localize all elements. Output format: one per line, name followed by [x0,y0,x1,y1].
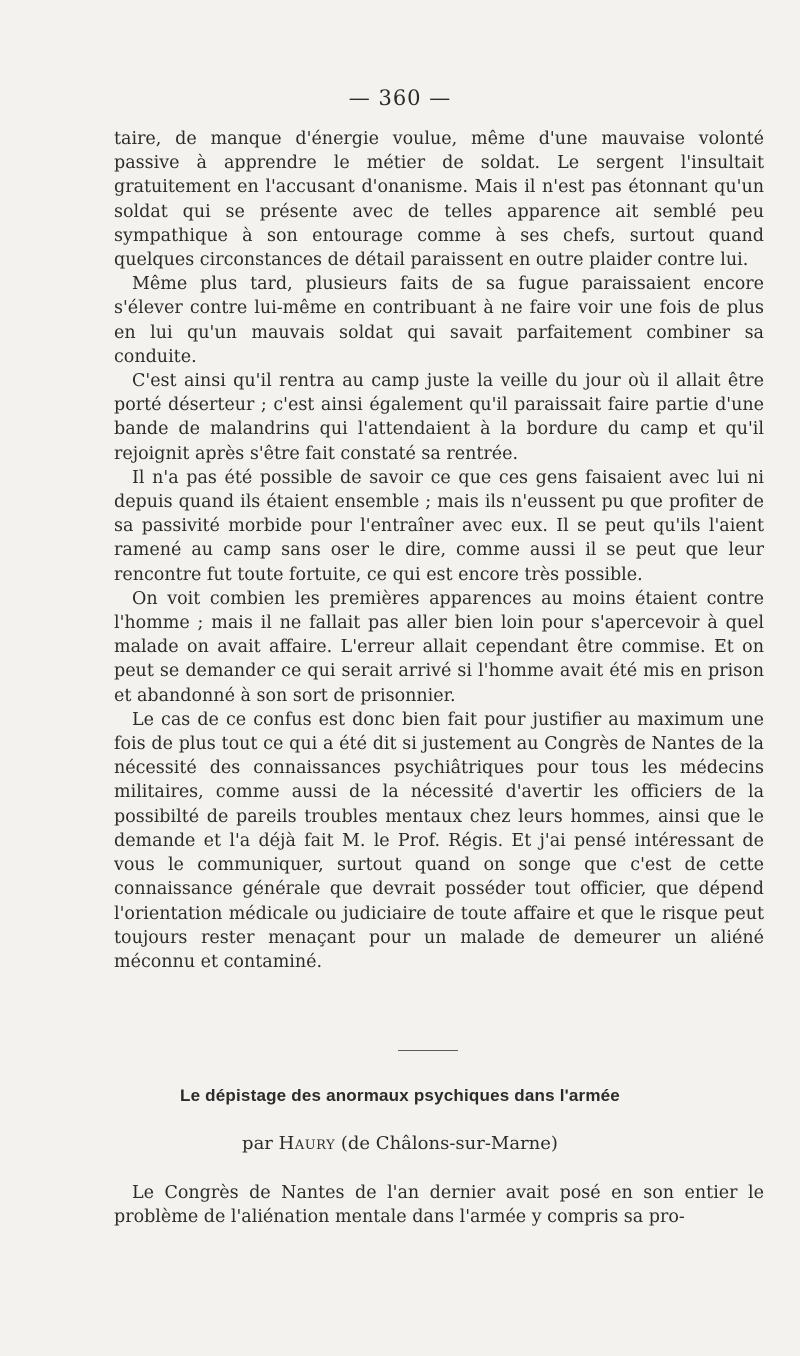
section-intro-text [114,1181,764,1229]
paragraph-fugue: Même plus tard, plusieurs faits de sa fugue paraissaient encore s'élever contre lui-même en contribuant à ne faire voir une fois de plus en lui qu'un mauvais soldat qui savait parfaitement combiner sa conduite. [114,274,764,367]
body-text [114,127,764,974]
paragraph-intro: Le Congrès de Nantes de l'an dernier avait posé en son entier le problème de l'aliénation mentale dans l'armée y compris sa pro- [114,1183,764,1228]
byline-suffix: (de Châlons-sur-Marne) [335,1133,558,1154]
byline-prefix: par [242,1133,279,1154]
author-name: Haury [278,1133,336,1154]
paragraph-continuation: taire, de manque d'énergie voulue, même d'une mauvaise volonté passive à apprendre le métier de soldat. Le sergent l'insultait gratuitement en l'accusant d'onanisme. Mais il n'est pas étonnant qu'un soldat qui se présente avec de telles apparence ait semblé peu sympathique à son entourage comme à ses chefs, surtout quand quelques circonstances de détail paraissent en outre plaider contre lui. [114,129,764,271]
section-title: Le dépistage des anormaux psychiques dans l'armée [180,1086,620,1105]
paragraph-malandrins: Il n'a pas été possible de savoir ce que ces gens faisaient avec lui ni depuis quand ils étaient ensemble ; mais ils n'eussent pu que profiter de sa passivité morbide pour l'entraîner avec eux. Il se peut qu'ils l'aient ramené au camp sans oser le dire, comme aussi il se peut que leur rencontre fut toute fortuite, ce qui est encore très possible. [114,467,764,585]
section-byline [0,1133,800,1154]
paragraph-camp-return: C'est ainsi qu'il rentra au camp juste la veille du jour où il allait être porté déserteur ; c'est ainsi également qu'il paraissait faire partie d'une bande de malandrins qui l'attendaient à la bordure du camp et qu'il rejoignit après s'être fait constaté sa rentrée. [114,371,764,464]
page-number: — 360 — [348,86,452,110]
paragraph-appearances: On voit combien les premières apparences au moins étaient contre l'homme ; mais il ne fallait pas aller bien loin pour s'apercevoir à quel malade on avait affaire. L'erreur allait cependant être commise. Et on peut se demander ce qui serait arrivé si l'homme avait été mis en prison et abandonné à son sort de prisonnier. [114,588,764,706]
paragraph-conclusion: Le cas de ce confus est donc bien fait pour justifier au maximum une fois de plus tout ce qui a été dit si justement au Congrès de Nantes de la nécessité des connaissances psychiâtriques pour tous les médecins militaires, comme aussi de la nécessité d'avertir les officiers de la possibilté de pareils troubles mentaux chez leurs hommes, ainsi que le demande et l'a déjà fait M. le Prof. Régis. Et j'ai pensé intéressant de vous le communiquer, surtout quand on songe que c'est de cette connaissance générale que devrait posséder tout officier, que dépend l'orientation médicale ou judiciaire de toute affaire et que le risque peut toujours rester menaçant pour un malade de demeurer un aliéné méconnu et contaminé. [114,709,764,972]
section-divider [398,1050,458,1051]
